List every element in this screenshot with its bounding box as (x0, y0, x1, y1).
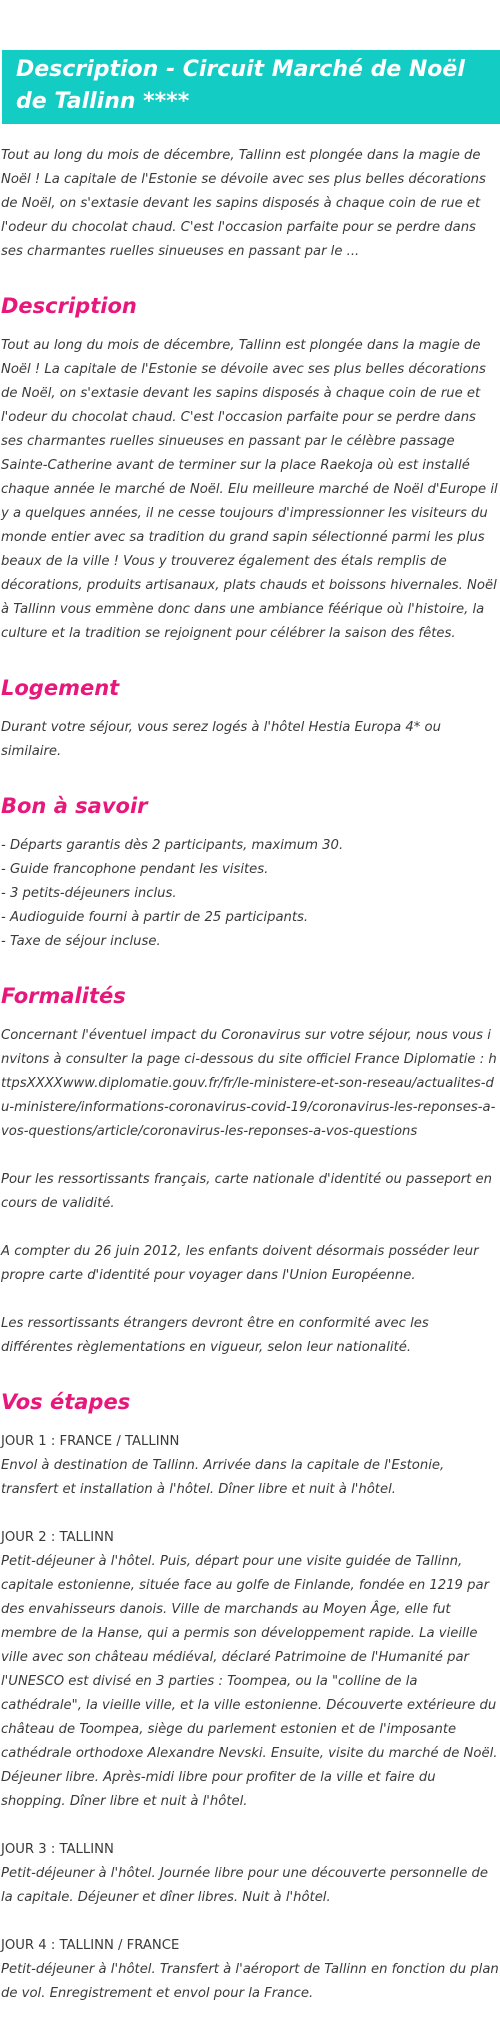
step-title: JOUR 4 : TALLINN / FRANCE (1, 1938, 180, 1953)
list-item: - 3 petits-déjeuners inclus. (1, 886, 177, 901)
step-title: JOUR 1 : FRANCE / TALLINN (1, 1434, 180, 1449)
page-title-banner (2, 50, 500, 124)
step-text: Envol à destination de Tallinn. Arrivée dans la capitale de l'Estonie, transfert et installation à l'hôtel. Dîner libre et nuit à l'hôtel. (1, 1458, 445, 1497)
formalites-paragraph: Les ressortissants étrangers devront être en conformité avec les différentes règlementations en vigueur, selon leur nationalité. (1, 1316, 429, 1355)
list-item: - Taxe de séjour incluse. (1, 934, 161, 949)
step-text: Petit-déjeuner à l'hôtel. Transfert à l'aéroport de Tallinn en fonction du plan de vol. Enregistrement et envol pour la France. (1, 1962, 499, 2001)
bon-a-savoir-section (0, 790, 500, 954)
logement-section (0, 672, 500, 764)
list-item: - Guide francophone pendant les visites. (1, 862, 269, 877)
formalites-heading: Formalités (1, 984, 126, 1008)
list-item: - Départs garantis dès 2 participants, maximum 30. (1, 838, 344, 853)
step-text: Petit-déjeuner à l'hôtel. Puis, départ pour une visite guidée de Tallinn, capitale estonienne, située face au golfe de Finlande, fondée en 1219 par des envahisseurs danois. Ville de marchands au Moyen Âge, elle fut membre de la Hanse, qui a permis son développement rapide. La vieille ville avec son château médiéval, déclaré Patrimoine de l'Humanité par l'UNESCO est divisé en 3 parties : Toompea, ou la "colline de la cathédrale", la vieille ville, et la ville estonienne. Découverte extérieure du château de Toompea, siège du parlement estonien et de l'imposante cathédrale orthodoxe Alexandre Nevski. Ensuite, visite du marché de Noël. Déjeuner libre. Après-midi libre pour profiter de la ville et faire du shopping. Dîner libre et nuit à l'hôtel. (1, 1554, 498, 1809)
description-section (0, 290, 500, 646)
formalites-paragraph: A compter du 26 juin 2012, les enfants doivent désormais posséder leur propre carte d'identité pour voyager dans l'Union Européenne. (1, 1244, 479, 1283)
step-title: JOUR 2 : TALLINN (1, 1530, 114, 1545)
logement-text: Durant votre séjour, vous serez logés à l'hôtel Hestia Europa 4* ou similaire. (1, 720, 441, 759)
page-title: Description - Circuit Marché de Noël de Tallinn **** (16, 57, 465, 114)
logement-heading: Logement (1, 676, 120, 700)
etapes-section (0, 1386, 500, 2006)
step-day-2 (1, 1526, 499, 1814)
bon-a-savoir-heading: Bon à savoir (1, 794, 148, 818)
list-item: - Audioguide fourni à partir de 25 participants. (1, 910, 309, 925)
step-title: JOUR 3 : TALLINN (1, 1842, 114, 1857)
step-day-3 (1, 1838, 499, 1910)
formalites-paragraph: Concernant l'éventuel impact du Coronavirus sur votre séjour, nous vous invitons à consulter la page ci-dessous du site officiel France Diplomatie : httpsXXXXwww.diplomatie.gouv.fr/fr/le-ministere-et-son-reseau/actualites-du-ministere/informations-coronavirus-covid-19/coronavirus-les-reponses-a-vos-questions/article/coronavirus-les-reponses-a-vos-questions (1, 1028, 497, 1139)
description-text: Tout au long du mois de décembre, Tallinn est plongée dans la magie de Noël ! La capitale de l'Estonie se dévoile avec ses plus belles décorations de Noël, on s'extasie devant les sapins disposés à chaque coin de rue et l'odeur du chocolat chaud. C'est l'occasion parfaite pour se perdre dans ses charmantes ruelles sinueuses en passant par le célèbre passage Sainte-Catherine avant de terminer sur la place Raekoja où est installé chaque année le marché de Noël. Elu meilleure marché de Noël d'Europe il y a quelques années, il ne cesse toujours d'impressionner les visiteurs du monde entier avec sa tradition du grand sapin sélectionné parmi les plus beaux de la ville ! Vous y trouverez également des étals remplis de décorations, produits artisanaux, plats chauds et boissons hivernales. Noël à Tallinn vous emmène donc dans une ambiance féérique où l'histoire, la culture et la tradition se rejoignent pour célébrer la saison des fêtes. (1, 338, 498, 641)
etapes-heading: Vos étapes (1, 1390, 131, 1414)
step-day-1 (1, 1430, 499, 1502)
bon-a-savoir-list (0, 834, 500, 954)
formalites-paragraph: Pour les ressortissants français, carte nationale d'identité ou passeport en cours de validité. (1, 1172, 493, 1211)
formalites-section (0, 980, 500, 1360)
intro-text: Tout au long du mois de décembre, Tallinn est plongée dans la magie de Noël ! La capitale de l'Estonie se dévoile avec ses plus belles décorations de Noël, on s'extasie devant les sapins disposés à chaque coin de rue et l'odeur du chocolat chaud. C'est l'occasion parfaite pour se perdre dans ses charmantes ruelles sinueuses en passant par le ... (1, 148, 486, 259)
step-text: Petit-déjeuner à l'hôtel. Journée libre pour une découverte personnelle de la capitale. Déjeuner et dîner libres. Nuit à l'hôtel. (1, 1866, 488, 1905)
description-heading: Description (1, 294, 137, 318)
step-day-4 (1, 1934, 499, 2006)
